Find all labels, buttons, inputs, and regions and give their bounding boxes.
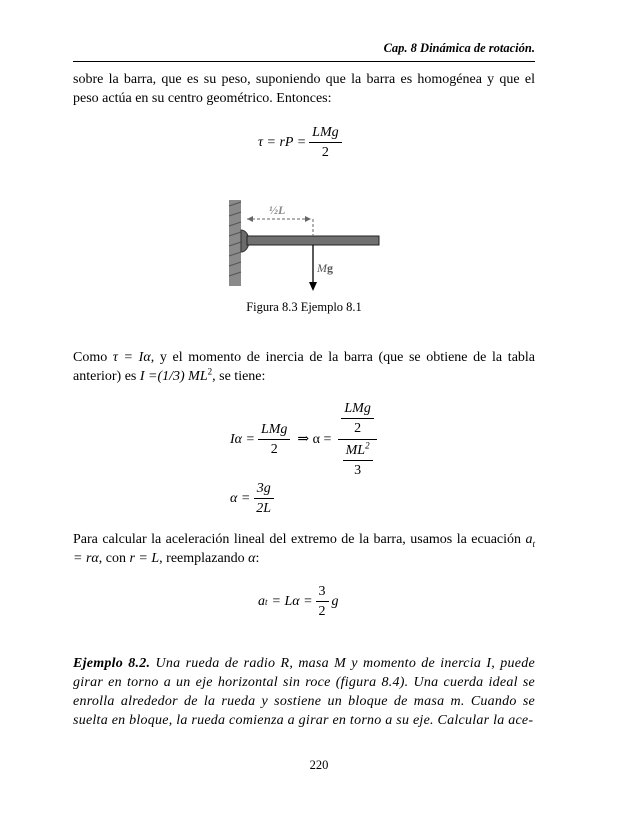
- dimension-arrow-right: [305, 216, 311, 222]
- p3-eq-sub: t: [532, 538, 535, 549]
- p2-inertia: I =(1/3) ML: [139, 369, 208, 384]
- p3-part-a: Para calcular la aceleración lineal del extremo de la barra, usamos la ecuación: [73, 532, 526, 547]
- eq2-inner-top-fraction: [341, 400, 373, 437]
- page-number: 220: [309, 758, 329, 772]
- eq4-numerator: 3: [316, 583, 329, 602]
- eq1-lhs: τ = rP =: [258, 134, 307, 150]
- equation-alpha-result: [230, 480, 277, 517]
- eq3-numerator: 3g: [254, 480, 274, 499]
- p3-part-e: :: [255, 551, 260, 566]
- example-body: Una rueda de radio R, masa M y momento de inercia I, puede girar en torno a un eje horizontal sin roce (figura 8.4). Una cuerda ideal se enrolla alrededor de la rueda y sostiene un bloque de masa m. Cuando se suelta en bloque, la rueda comienza a girar en torno a su eje. Calcular la ace-: [73, 656, 535, 728]
- force-label-mass: M: [317, 261, 327, 275]
- p2-part-c: , se tiene:: [212, 369, 266, 384]
- p3-eq-c: r = L: [129, 551, 160, 566]
- eq4-lhs-b: = Lα =: [271, 593, 313, 609]
- eq2-inner-bottom-exp: 2: [365, 440, 370, 451]
- eq2-inner-top-num: LMg: [341, 400, 373, 419]
- eq2-compound-fraction: [338, 400, 376, 479]
- example-8-2-text: [73, 654, 535, 730]
- eq2-inner-bottom-num: [343, 442, 373, 461]
- force-label: [316, 261, 333, 275]
- eq2-compound-numerator: [338, 400, 376, 440]
- p3-eq-b: = rα: [73, 551, 99, 566]
- header-rule: [73, 61, 535, 62]
- eq2-fraction-1-denominator: 2: [270, 442, 278, 457]
- eq3-fraction: [253, 480, 274, 517]
- p3-alpha: α: [248, 551, 256, 566]
- eq2-compound-denominator: [340, 440, 376, 479]
- eq2-inner-bottom-den: 3: [354, 463, 362, 478]
- eq2-inner-top-den: 2: [354, 421, 362, 436]
- eq1-denominator: 2: [321, 145, 329, 160]
- eq2-lhs: Iα =: [230, 431, 255, 447]
- eq2-inner-bottom-fraction: [343, 442, 373, 479]
- eq4-tail: g: [331, 593, 339, 609]
- example-8-2: [73, 654, 535, 730]
- p2-part-a: Como: [73, 350, 113, 365]
- paragraph-linear-acceleration-text: [73, 530, 535, 568]
- paragraph-linear-acceleration: [73, 530, 535, 568]
- eq2-inner-bottom-base: ML: [345, 443, 366, 458]
- eq2-fraction-1-numerator: LMg: [258, 421, 290, 440]
- figure-bar-on-wall: [225, 192, 385, 292]
- dimension-arrow-left: [247, 216, 253, 222]
- eq3-lhs: α =: [230, 490, 251, 506]
- eq1-numerator: LMg: [309, 124, 341, 143]
- eq1-fraction: [309, 124, 341, 161]
- equation-torque: [258, 124, 345, 161]
- running-header: Cap. 8 Dinámica de rotación.: [383, 41, 535, 55]
- eq2-implies: ⇒ α =: [297, 432, 332, 447]
- p3-part-d: , reemplazando: [159, 551, 249, 566]
- p2-part-b: , y el momento de inercia de la barra (que se obtiene de la tabla anterior) es: [73, 350, 536, 384]
- p2-equation: τ = Iα: [112, 350, 151, 365]
- p2-inertia-exponent: 2: [207, 366, 213, 377]
- paragraph-inertia-text: [73, 348, 535, 386]
- figure-caption: Figura 8.3 Ejemplo 8.1: [246, 300, 362, 314]
- bar: [247, 236, 379, 245]
- eq3-denominator: 2L: [256, 501, 272, 516]
- paragraph-intro: [73, 70, 535, 108]
- dimension-label: ½L: [269, 203, 286, 217]
- p3-part-c: , con: [98, 551, 130, 566]
- equation-angular-acceleration: [230, 400, 380, 479]
- equation-tangential-acceleration: a t = Lα = $\frac{3}{2}$ g: [258, 584, 339, 619]
- paragraph-intro-text: sobre la barra, que es su peso, suponiendo que la barra es homogénea y que el peso actúa en su centro geométrico. Entonces:: [73, 72, 535, 106]
- example-label: Ejemplo 8.2.: [73, 656, 151, 671]
- eq2-fraction-1: [258, 421, 290, 458]
- eq4-denominator: 2: [318, 604, 326, 619]
- eq4-lhs-a: a: [258, 593, 265, 609]
- paragraph-inertia: [73, 348, 535, 386]
- force-label-gravity: g: [327, 261, 333, 275]
- p3-eq-a: a: [525, 532, 533, 547]
- force-arrow-head: [309, 282, 317, 291]
- eq4-fraction: [316, 583, 329, 620]
